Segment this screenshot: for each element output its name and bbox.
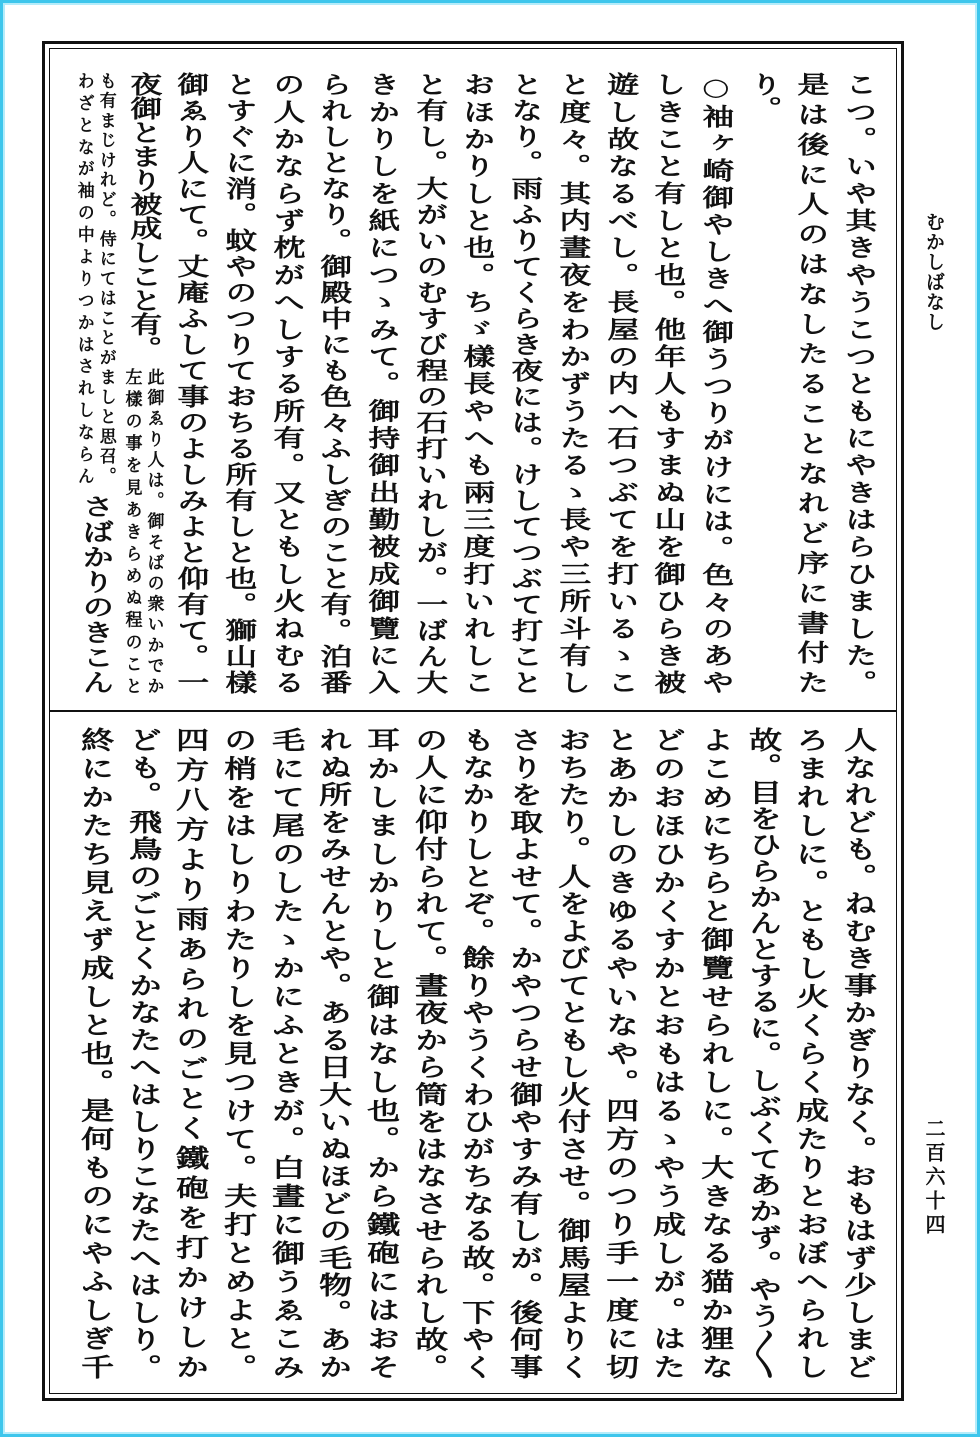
page-number: 二百六十四	[922, 1118, 946, 1238]
text-column: しきこと有しと也。他年人もすまぬ山を御ひらき被	[648, 72, 687, 695]
text-column: さりを取よせて。かやつらせ御やすみ有しが。後何事	[505, 727, 544, 1379]
text-column: 終にかたち見えず成しと也。是何ものにやふしぎ千	[76, 727, 115, 1379]
text-column: れぬ所をみせんとや。ある日大いぬほどの毛物。あか	[314, 727, 354, 1379]
text-column: 遊し故なるべし。長屋の内へ石つぶてを打いるゝこ	[601, 72, 640, 695]
text-column: の梢をはしりわたりしを見つけて。夫打とめよと。	[219, 727, 258, 1379]
text-column: よこめにちらと御覽せられしに。大きなる猫か狸な	[696, 727, 735, 1379]
text-column: とあかしのきゆるやいなや。四方のつり手一度に切	[601, 727, 640, 1379]
text-column: おちたり。人をよびてともし火付させ。御馬屋よりく	[553, 727, 592, 1379]
text-column: 四方八方より雨あられのごとく鐵砲を打かけしか	[171, 727, 210, 1379]
text-column: 御ゑり人にて。丈庵ふして事のよしみよと仰有て。一	[171, 72, 210, 694]
text-column: 是は後に人のはなしたることなれど序に書付た	[791, 72, 831, 694]
inline-note-line: 此御ゑり人は。御そばの衆いかでか	[143, 368, 164, 694]
text-column: 故。目をひらかんとするに。しぶくてあかず。やう〱	[744, 727, 783, 1379]
text-column: ども。飛鳥のごとくかなたへはしりこなたへはしり。	[124, 727, 163, 1379]
text-column: と有し。大がいのむすび程の石打いれしが。一ばん大	[410, 72, 449, 694]
inline-note-line: わざとなが袖の中よりつかはされしならん	[73, 72, 94, 484]
text-column: 毛にて尾のしたゝかにふときが。白晝に御うゑこみ	[267, 727, 306, 1379]
text-column: となり。雨ふりてくらき夜には。けしてつぶて打こと	[505, 72, 544, 694]
text-column: 人なれども。ねむき事かぎりなく。おもはず少しまど	[839, 727, 878, 1379]
column-text: さばかりのきこん	[76, 494, 115, 694]
text-column: の人に仰付られて。晝夜から筒をはなさせられし故。	[410, 727, 449, 1379]
inline-note-pair	[120, 368, 166, 694]
text-column-with-note	[120, 72, 166, 694]
inline-note-pair	[72, 72, 118, 484]
text-column: られしとなり。御殿中にも色々ふしぎのこと有。泊番	[314, 72, 354, 694]
text-column: きかりしを紙につゝみて。御持御出勤被成御覽に入	[362, 72, 401, 694]
column-text: 夜御とまり被成しこと有。	[124, 72, 163, 360]
section-divider	[49, 710, 897, 712]
text-column: もなかりしとぞ。餘りやうくわひがちなる故。下やく	[457, 727, 497, 1379]
text-column: とすぐに消。蚊やのつりておちる所有しと也。獅山樣	[219, 72, 258, 694]
text-column: ろまれしに。ともし火くらく成たりとおぼへられし	[791, 727, 831, 1379]
text-column: と度々。其内晝夜をわかずうたるゝ長や三所斗有し	[553, 72, 592, 694]
inline-note-line: 左樣の事を見あきらめぬ程のこと	[121, 368, 142, 694]
upper-text-block	[0, 72, 980, 694]
text-column: り。	[744, 72, 783, 120]
text-column: おほかりしと也。ちゞ樣長やへも兩三度打いれしこ	[457, 72, 497, 694]
text-column-with-note	[72, 72, 118, 694]
inline-note-line: も有まじけれど。侍にてはことがましと思召。	[95, 72, 116, 484]
lower-text-block	[0, 727, 980, 1379]
running-head: むかしばなし	[923, 212, 945, 332]
text-column: ○袖ヶ崎御やしきへ御うつりがけには。色々のあや	[696, 72, 735, 694]
text-column: どのおほひかくすかとおもはるゝやう成しが。はた	[648, 727, 687, 1379]
text-column: 耳かしましかりしと御はなし也。から鐵砲にはおそ	[362, 727, 401, 1379]
text-column: の人かならず枕がへしする所有。又ともし火ねむる	[267, 72, 306, 694]
text-column: こつ。いや其きやうこつともにやきはらひました。	[839, 72, 878, 694]
